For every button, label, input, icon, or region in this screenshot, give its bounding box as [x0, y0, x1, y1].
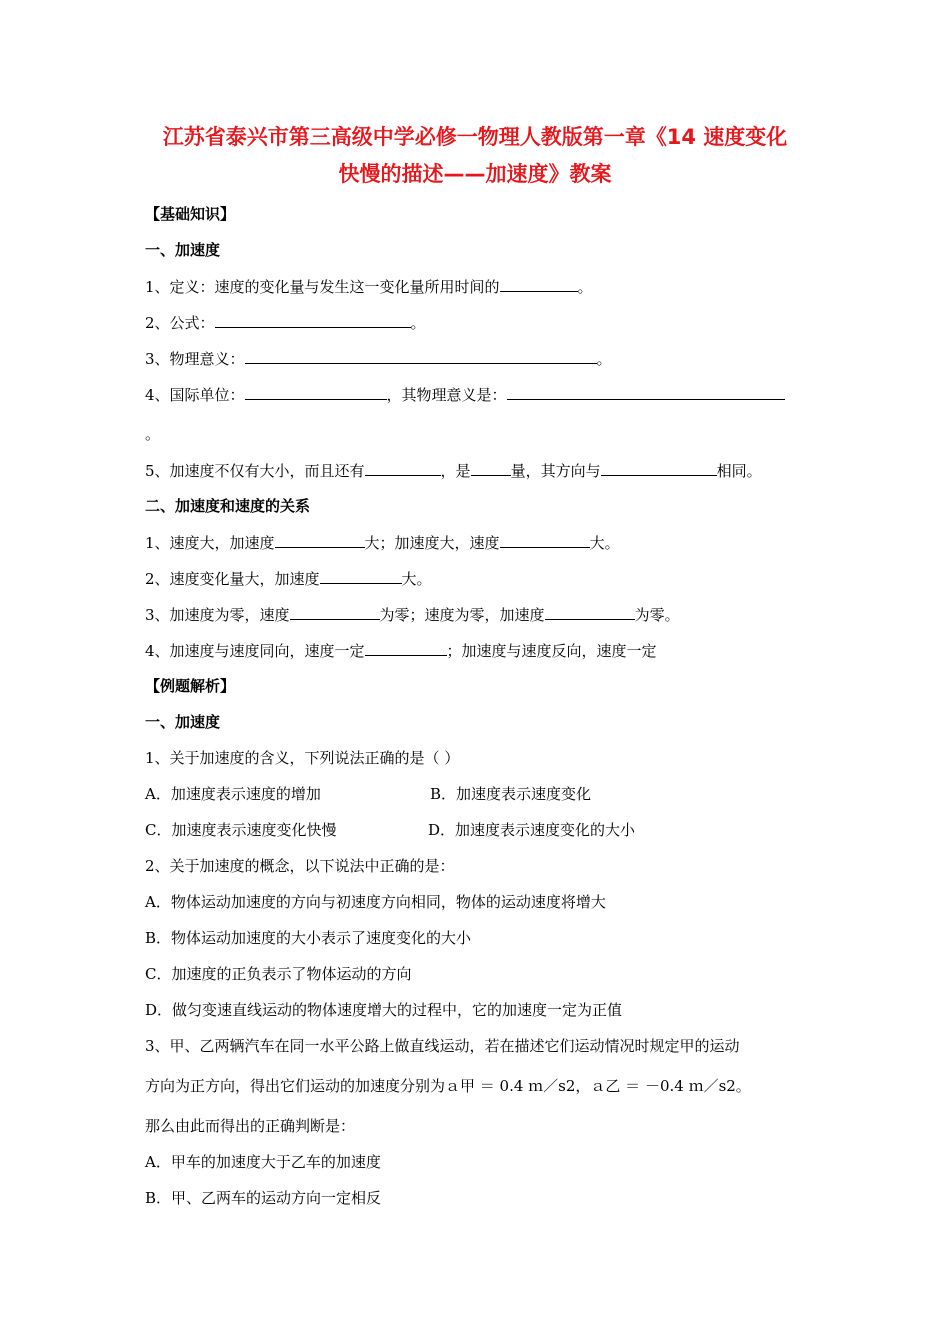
answer-blank[interactable] — [545, 604, 635, 620]
example-1-option-a: A．加速度表示速度的增加 — [145, 785, 321, 803]
document-title-line-1: 江苏省泰兴市第三高级中学必修一物理人教版第一章《14 速度变化 — [162, 125, 788, 149]
answer-blank[interactable] — [215, 312, 411, 328]
answer-blank[interactable] — [471, 460, 511, 476]
example-2-option-b: B．物体运动加速度的大小表示了速度变化的大小 — [145, 929, 472, 947]
document-title-line-2: 快慢的描述——加速度》教案 — [338, 162, 612, 186]
example-3-question-line-3: 那么由此而得出的正确判断是： — [145, 1117, 356, 1135]
answer-blank[interactable] — [365, 460, 441, 476]
answer-blank[interactable] — [507, 384, 785, 400]
question-si-unit-end: 。 — [145, 425, 161, 443]
relation-item-1: 1、速度大，加速度 大；加速度大，速度 大。 — [145, 534, 620, 552]
answer-blank[interactable] — [365, 640, 447, 656]
example-1-question: 1、关于加速度的含义，下列说法正确的是（ ） — [145, 749, 460, 767]
section-header-basic-knowledge: 【基础知识】 — [145, 205, 236, 223]
subsection-acceleration-examples: 一、加速度 — [145, 713, 221, 731]
relation-item-3: 3、加速度为零，速度 为零；速度为零，加速度 为零。 — [145, 606, 680, 624]
section-header-examples: 【例题解析】 — [145, 677, 236, 695]
subsection-acceleration: 一、加速度 — [145, 241, 221, 259]
question-formula: 2、公式： 。 — [145, 314, 426, 332]
subsection-acceleration-velocity-relation: 二、加速度和速度的关系 — [145, 497, 311, 515]
example-2-question: 2、关于加速度的概念，以下说法中正确的是： — [145, 857, 455, 875]
relation-item-4: 4、加速度与速度同向，速度一定 ；加速度与速度反向，速度一定 — [145, 642, 657, 660]
question-definition: 1、定义：速度的变化量与发生这一变化量所用时间的 。 — [145, 278, 593, 296]
answer-blank[interactable] — [500, 532, 590, 548]
answer-blank[interactable] — [245, 384, 387, 400]
answer-blank[interactable] — [245, 348, 597, 364]
answer-blank[interactable] — [601, 460, 717, 476]
example-1-option-b: B．加速度表示速度变化 — [430, 785, 592, 803]
example-3-option-a: A．甲车的加速度大于乙车的加速度 — [145, 1153, 381, 1171]
answer-blank[interactable] — [500, 276, 578, 292]
question-direction: 5、加速度不仅有大小，而且还有 ，是 量，其方向与 相同。 — [145, 462, 762, 480]
question-physical-meaning: 3、物理意义： 。 — [145, 350, 612, 368]
example-1-option-c: C．加速度表示速度变化快慢 — [145, 821, 337, 839]
example-2-option-a: A．物体运动加速度的方向与初速度方向相同，物体的运动速度将增大 — [145, 893, 606, 911]
question-si-unit: 4、国际单位： ，其物理意义是： — [145, 384, 785, 405]
example-2-option-d: D．做匀变速直线运动的物体速度增大的过程中，它的加速度一定为正值 — [145, 1001, 623, 1019]
answer-blank[interactable] — [320, 568, 402, 584]
example-3-question-line-1: 3、甲、乙两辆汽车在同一水平公路上做直线运动，若在描述它们运动情况时规定甲的运动 — [145, 1037, 740, 1055]
answer-blank[interactable] — [290, 604, 380, 620]
example-1-option-d: D．加速度表示速度变化的大小 — [428, 821, 636, 839]
example-3-option-b: B．甲、乙两车的运动方向一定相反 — [145, 1189, 382, 1207]
relation-item-2: 2、速度变化量大，加速度 大。 — [145, 570, 432, 588]
example-2-option-c: C．加速度的正负表示了物体运动的方向 — [145, 965, 412, 983]
answer-blank[interactable] — [275, 532, 365, 548]
example-3-question-line-2: 方向为正方向，得出它们运动的加速度分别为ａ甲 ＝ 0.4 ｍ／s2，ａ乙 ＝ －0.4 ｍ／s2。 — [145, 1077, 751, 1095]
